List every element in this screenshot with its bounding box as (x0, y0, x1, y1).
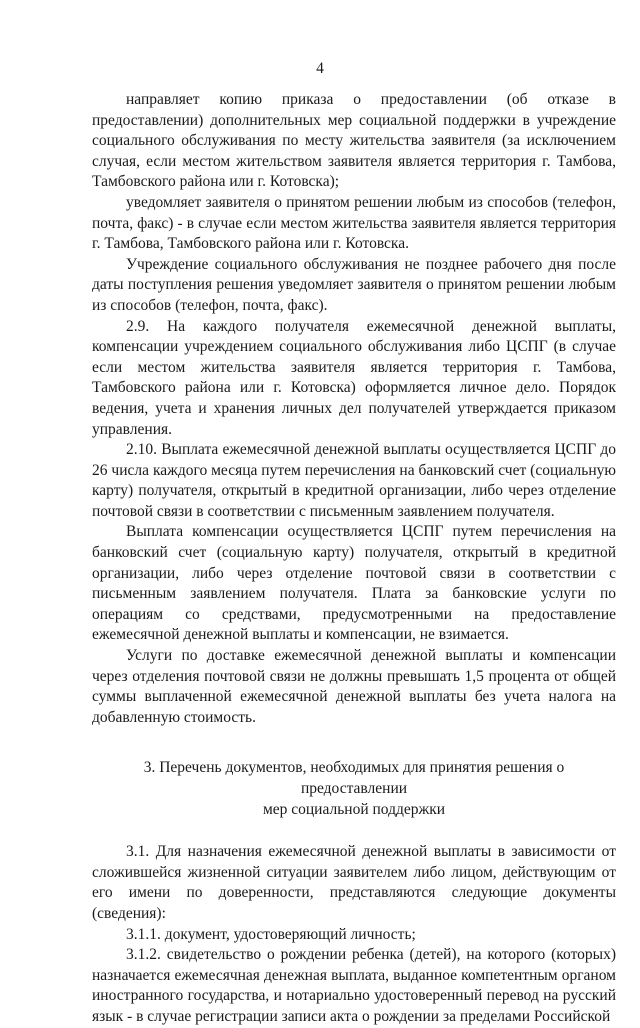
paragraph-3-1: 3.1. Для назначения ежемесячной денежной выплаты в зависимости от сложившейся жизненной ситуации заявителем либо лицом, действующим от его имени по доверенности, представляются следующие документы (сведения): (92, 843, 616, 922)
section-3-heading-line1: 3. Перечень документов, необходимых для принятия решения о предоставлении (143, 759, 565, 797)
paragraph-2-10: 2.10. Выплата ежемесячной денежной выплаты осуществляется ЦСПГ до 26 числа каждого месяца путем перечисления на банковский счет (социальную карту) получателя, открытый в кредитной организации, либо через отделение почтовой связи в соответствии с письменным заявлением получателя. (92, 441, 616, 520)
document-body (92, 90, 616, 1028)
paragraph-compensation-payment: Выплата компенсации осуществляется ЦСПГ путем перечисления на банковский счет (социальную карту) получателя, открытый в кредитной организации, либо через отделение почтовой связи в соответствии с письменным заявлением получателя. Плата за банковские услуги по операциям со средствами, предусмотренными на предоставление ежемесячной денежной выплаты и компенсации, не взимается. (92, 523, 616, 644)
paragraph-3-1-2: 3.1.2. свидетельство о рождении ребенка (детей), на которого (которых) назначается ежемесячная денежная выплата, выданное компетентным органом иностранного государства, и нотариально удостоверенный перевод на русский язык - в случае регистрации записи акта о рождении за пределами Российской (92, 946, 616, 1025)
section-3-heading-line2: мер социальной поддержки (262, 800, 446, 818)
paragraph-social-service: Учреждение социального обслуживания не позднее рабочего дня после даты поступления решения уведомляет заявителя о принятом решении любым из способов (телефон, почта, факс). (92, 255, 616, 314)
section-3-heading (92, 758, 616, 820)
paragraph-notify-applicant: уведомляет заявителя о принятом решении любым из способов (телефон, почта, факс) - в случае если местом жительства заявителя является территория г. Тамбова, Тамбовского района или г. Котовска. (92, 193, 616, 253)
paragraph-3-1-1: 3.1.1. документ, удостоверяющий личность; (126, 925, 416, 943)
paragraph-2-9: 2.9. На каждого получателя ежемесячной денежной выплаты, компенсации учреждением социального обслуживания либо ЦСПГ (в случае если местом жительства заявителя является территория г. Тамбова, Тамбовского района или г. Котовска) оформляется личное дело. Порядок ведения, учета и хранения личных дел получателей утверждается приказом управления. (92, 317, 616, 438)
page-number: 4 (316, 60, 324, 77)
paragraph-notify-copy: направляет копию приказа о предоставлении (об отказе в предоставлении) дополнительных мер социальной поддержки в учреждение социального обслуживания по месту жительства заявителя (за исключением случая, если местом жительством заявителя является территория г. Тамбова, Тамбовского района или г. Котовска); (92, 91, 616, 191)
paragraph-delivery-services: Услуги по доставке ежемесячной денежной выплаты и компенсации через отделения почтовой связи не должны превышать 1,5 процента от общей суммы выплаченной ежемесячной денежной выплаты без учета налога на добавленную стоимость. (92, 647, 616, 726)
